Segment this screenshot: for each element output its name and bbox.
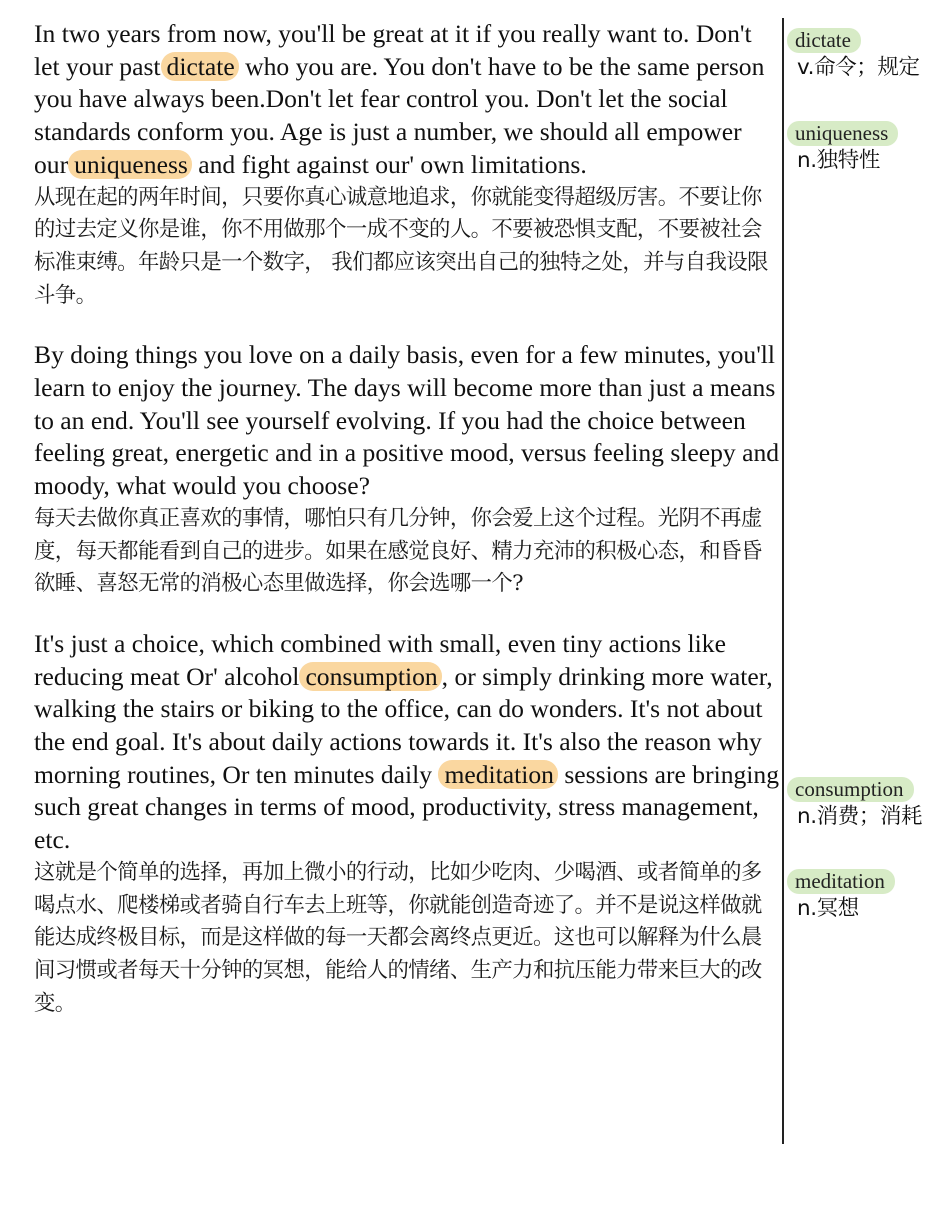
paragraph-english: [34, 628, 782, 857]
paragraph-3: [34, 628, 782, 1020]
glossary-entry-meditation: [787, 869, 947, 924]
paragraph-2: [34, 339, 782, 601]
glossary-definition: n.冥想: [797, 896, 859, 921]
column-divider: [782, 18, 784, 1144]
text-segment: It's just a choice, which combined with small, even tiny actions like reducing meat Or' alcohol: [34, 628, 726, 691]
text-segment: In two years from now, you'll be great at it if you really want to. Don't let your past: [34, 19, 752, 81]
glossary-definition: v.命令；规定: [797, 55, 920, 80]
paragraph-chinese: 每天去做你真正喜欢的事情，哪怕只有几分钟，你会爱上这个过程。光阴不再虚度，每天都能看到自己的进步。如果在感觉良好、精力充沛的积极心态，和昏昏欲睡、喜怒无常的消极心态里做选择，你会选哪一个?: [34, 505, 762, 597]
paragraph-english: [34, 18, 782, 182]
glossary-entry-uniqueness: [787, 121, 947, 176]
highlighted-word-meditation[interactable]: meditation: [438, 760, 557, 789]
text-segment: , or simply drinking more water, walking the stairs or biking to the office, can do wonders. It's not about the end goal. It's about daily actions towards it. It's also the reason why morning routines, Or ten minutes daily: [34, 661, 773, 789]
paragraph-chinese: 这就是个简单的选择，再加上微小的行动，比如少吃肉、少喝酒、或者简单的多喝点水、爬楼梯或者骑自行车去上班等，你就能创造奇迹了。并不是说这样做就能达成终极目标，而是这样做的每一天都会离终点更近。这也可以解释为什么晨间习惯或者每天十分钟的冥想，能给人的情绪、生产力和抗压能力带来巨大的改变。: [34, 859, 762, 1016]
text-segment: sessions are bringing such great changes in terms of mood, productivity, stress management, etc.: [34, 759, 780, 855]
text-segment: and fight against our' own limitations.: [191, 149, 587, 179]
glossary-entry-dictate: [787, 28, 947, 83]
text-segment: who you are. You don't have to be the same person you have always been.Don't let fear control you. Don't let the social standards conform you. Age is just a number, we should all empower our: [34, 51, 765, 179]
article-body: [34, 18, 782, 1047]
glossary-word[interactable]: meditation: [787, 869, 895, 894]
glossary-word[interactable]: uniqueness: [787, 121, 898, 146]
glossary-entry-consumption: [787, 777, 947, 832]
highlighted-word-dictate[interactable]: dictate: [161, 52, 239, 81]
highlighted-word-consumption[interactable]: consumption: [299, 662, 441, 691]
paragraph-english: [34, 339, 782, 503]
glossary-definition: n.消费；消耗: [797, 804, 923, 829]
glossary-word[interactable]: consumption: [787, 777, 914, 802]
paragraph-1: [34, 18, 782, 312]
text-segment: By doing things you love on a daily basis, even for a few minutes, you'll learn to enjoy the journey. The days will become more than just a means to an end. You'll see yourself evolving. If you had the choice between feeling great, energetic and in a positive mood, versus feeling sleepy and moody, what would you choose?: [34, 340, 780, 501]
glossary-word[interactable]: dictate: [787, 28, 861, 53]
glossary-definition: n.独特性: [797, 148, 880, 173]
paragraph-chinese: 从现在起的两年时间，只要你真心诚意地追求，你就能变得超级厉害。不要让你的过去定义你是谁，你不用做那个一成不变的人。不要被恐惧支配，不要被社会标准束缚。年龄只是一个数字， 我们都应该突出自己的独特之处，并与自我设限斗争。: [34, 184, 768, 308]
highlighted-word-uniqueness[interactable]: uniqueness: [68, 150, 192, 179]
